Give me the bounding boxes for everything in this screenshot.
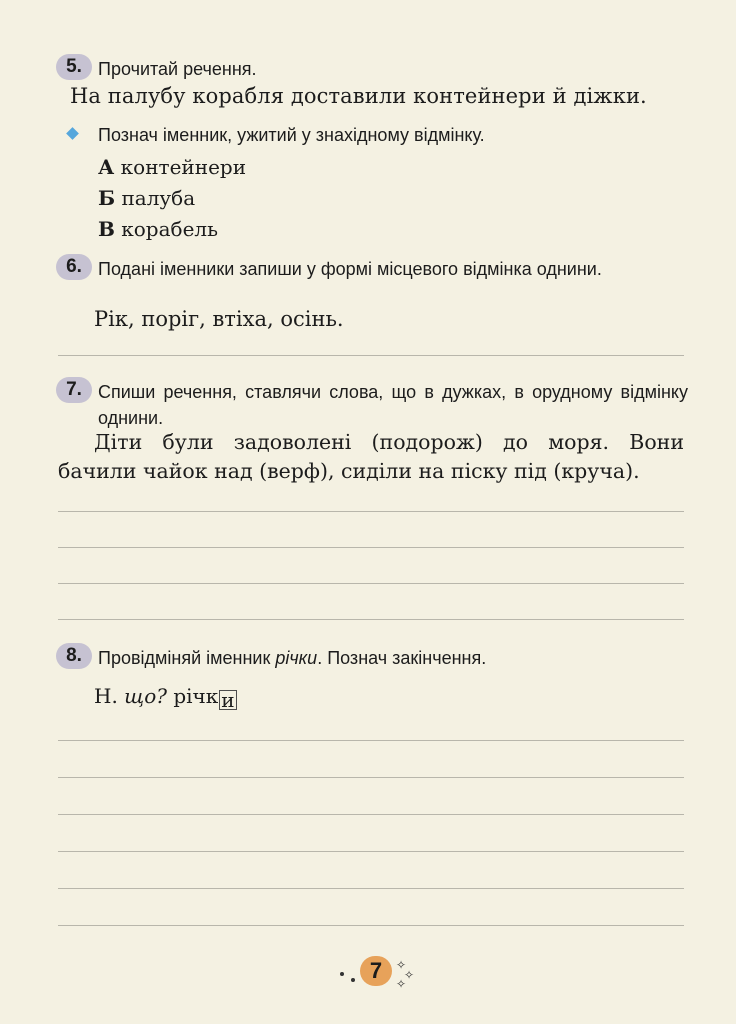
instruction-word: річки [275, 648, 318, 668]
task-instruction [98, 645, 688, 671]
sparkle-icon: ✧ [396, 977, 407, 991]
case-example [94, 684, 237, 710]
writing-line[interactable] [58, 583, 684, 584]
case-question: що? [124, 684, 167, 708]
writing-line[interactable] [58, 888, 684, 889]
task-number: 8. [56, 643, 92, 669]
option-letter: А [98, 155, 115, 179]
page-number: 7 [360, 956, 392, 986]
task-number: 6. [56, 254, 92, 280]
option-letter: В [98, 217, 115, 241]
task-instruction: Прочитай речення. [98, 59, 257, 79]
option-text: корабель [121, 217, 219, 241]
instruction-suffix: . Познач закінчення. [317, 648, 487, 668]
diamond-icon [66, 127, 79, 140]
writing-line[interactable] [58, 851, 684, 852]
task-5-question: Познач іменник, ужитий у знахідному відмінку. [98, 125, 485, 145]
writing-line[interactable] [58, 777, 684, 778]
ending-box: и [221, 688, 235, 712]
task-6-words: Рік, поріг, втіха, осінь. [94, 307, 344, 331]
task-7-text-line-1: Діти були задоволені (подорож) до моря. Вони [94, 430, 684, 454]
decor-dot [351, 978, 355, 982]
sparkle-icon: ✧ [396, 958, 407, 972]
sparkle-icon: ✧ [404, 968, 415, 982]
task-5-sentence: На палубу корабля доставили контейнери й діжки. [70, 84, 647, 108]
writing-line[interactable] [58, 511, 684, 512]
instruction-prefix: Провідміняй іменник [98, 648, 276, 668]
writing-line[interactable] [58, 619, 684, 620]
task-7-text-line-2: бачили чайок над (верф), сиділи на піску під (круча). [58, 459, 640, 483]
case-label: Н. [94, 684, 118, 708]
writing-line[interactable] [58, 740, 684, 741]
option-letter: Б [98, 186, 116, 210]
option-text: палуба [121, 186, 196, 210]
task-instruction: Спиши речення, ставлячи слова, що в дужках, в орудному відмінку однини. [98, 382, 688, 428]
writing-line[interactable] [58, 925, 684, 926]
writing-line[interactable] [58, 355, 684, 356]
decor-dot [340, 972, 344, 976]
task-number: 5. [56, 54, 92, 80]
writing-line[interactable] [58, 547, 684, 548]
writing-line[interactable] [58, 814, 684, 815]
option-text: контейнери [120, 155, 247, 179]
option-b [98, 186, 195, 210]
task-instruction: Подані іменники запиши у формі місцевого відмінка однини. [98, 259, 602, 279]
option-a [98, 155, 246, 179]
task-number: 7. [56, 377, 92, 403]
option-c [98, 217, 218, 241]
case-word-stem: річк [173, 684, 219, 708]
